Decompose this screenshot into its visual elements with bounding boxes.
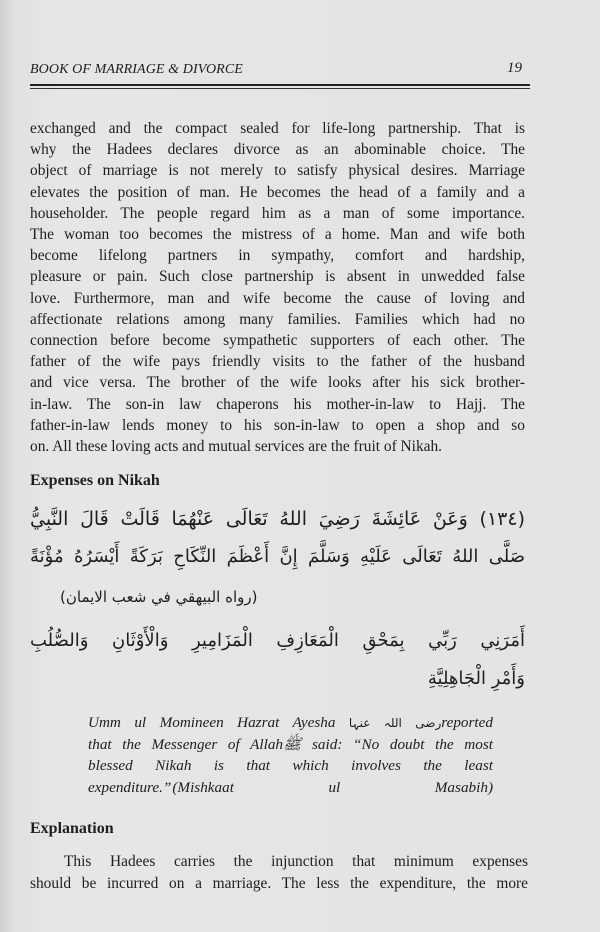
paragraph-line: elevates the position of man. He becomes the head of a family and a: [30, 183, 525, 201]
paragraph-line: The woman too becomes the mistress of a home. Man and wife both: [30, 226, 525, 244]
paragraph-line: father-in-law lends money to his son-in-law to open a shop and so: [30, 416, 525, 434]
paragraph-line: should be incurred on a marriage. The less the expenditure, the more: [30, 874, 528, 892]
translation-line: [88, 777, 493, 798]
page-number: 19: [507, 60, 522, 76]
source-citation: (Mishkaat ul Masabih): [172, 778, 493, 796]
section-heading-explanation: Explanation: [30, 820, 114, 837]
translation-line: that the Messenger of Allahﷺ said: “No doubt the most: [88, 736, 493, 754]
section-heading-expenses: Expenses on Nikah: [30, 472, 160, 489]
paragraph-line: love. Furthermore, man and wife become the cause of loving and: [30, 289, 525, 307]
hadith-translation: [88, 712, 493, 798]
paragraph-line: exchanged and the compact sealed for life-long partnership. That is: [30, 120, 525, 137]
translation-line: blessed Nikah is that which involves the least: [88, 757, 493, 775]
paragraph-line: pleasure or pain. Such close partnership is absent in unwedded false: [30, 268, 525, 286]
honorific-arabic: رضی اللہ عنہا: [348, 716, 442, 730]
paragraph-line: connection before become sympathetic supporters of each other. The: [30, 332, 525, 350]
header-rule-thin: [30, 88, 530, 89]
translation-text: expenditure.”: [88, 778, 172, 796]
explanation-paragraph: [30, 851, 528, 894]
paragraph-line: This Hadees carries the injunction that minimum expenses: [64, 853, 528, 870]
paragraph-line: become lifelong partners in sympathy, comfort and hardship,: [30, 247, 525, 265]
arabic-hadith-line: صَلَّى اللهُ تَعَالَى عَلَيْهِ وَسَلَّمَ إِنَّ أَعْظَمَ النِّكَاحِ بَرَكَةً أَيْسَرُهُ مُؤْنَةً: [30, 546, 525, 567]
paragraph-line: and vice versa. The brother of the wife looks after his sick brother-: [30, 374, 525, 392]
running-title: BOOK OF MARRIAGE & DIVORCE: [30, 62, 243, 77]
arabic-hadith-line: (١٣٤) وَعَنْ عَائِشَةَ رَضِيَ اللهُ تَعَالَى عَنْهُمَا قَالَتْ قَالَ النَّبِيُّ: [30, 508, 525, 530]
paragraph-line: why the Hadees declares divorce as an abominable choice. The: [30, 141, 525, 159]
paragraph-line: object of marriage is not merely to satisfy physical desires. Marriage: [30, 162, 525, 180]
translation-line: [88, 712, 493, 734]
main-paragraph: [30, 118, 525, 457]
page-header: [30, 58, 530, 88]
paragraph-line: on. All these loving acts and mutual services are the fruit of Nikah.: [30, 438, 443, 456]
arabic-source-reference: (رواه البيهقي في شعب الايمان): [60, 588, 258, 606]
arabic-hadith-line: وَأَمْرِ الْجَاهِلِيَّةِ: [427, 668, 525, 689]
paragraph-line: father of the wife pays friendly visits to the father of the husband: [30, 353, 525, 371]
header-rule-thick: [30, 84, 530, 86]
translation-text: Umm ul Momineen Hazrat Ayesha: [88, 714, 349, 731]
paragraph-line: householder. The people regard him as a man of some importance.: [30, 204, 525, 222]
paragraph-line: in-law. The son-in law chaperons his mother-in-law to Hajj. The: [30, 395, 525, 413]
arabic-hadith-line: أَمَرَنِي رَبِّي بِمَحْقِ الْمَعَازِفِ الْمَزَامِيرِ وَالْأَوْثَانِ وَالصُّلُبِ: [30, 630, 525, 651]
translation-text: reported: [441, 714, 493, 731]
paragraph-line: affectionate relations among many families. Families which had no: [30, 310, 525, 328]
